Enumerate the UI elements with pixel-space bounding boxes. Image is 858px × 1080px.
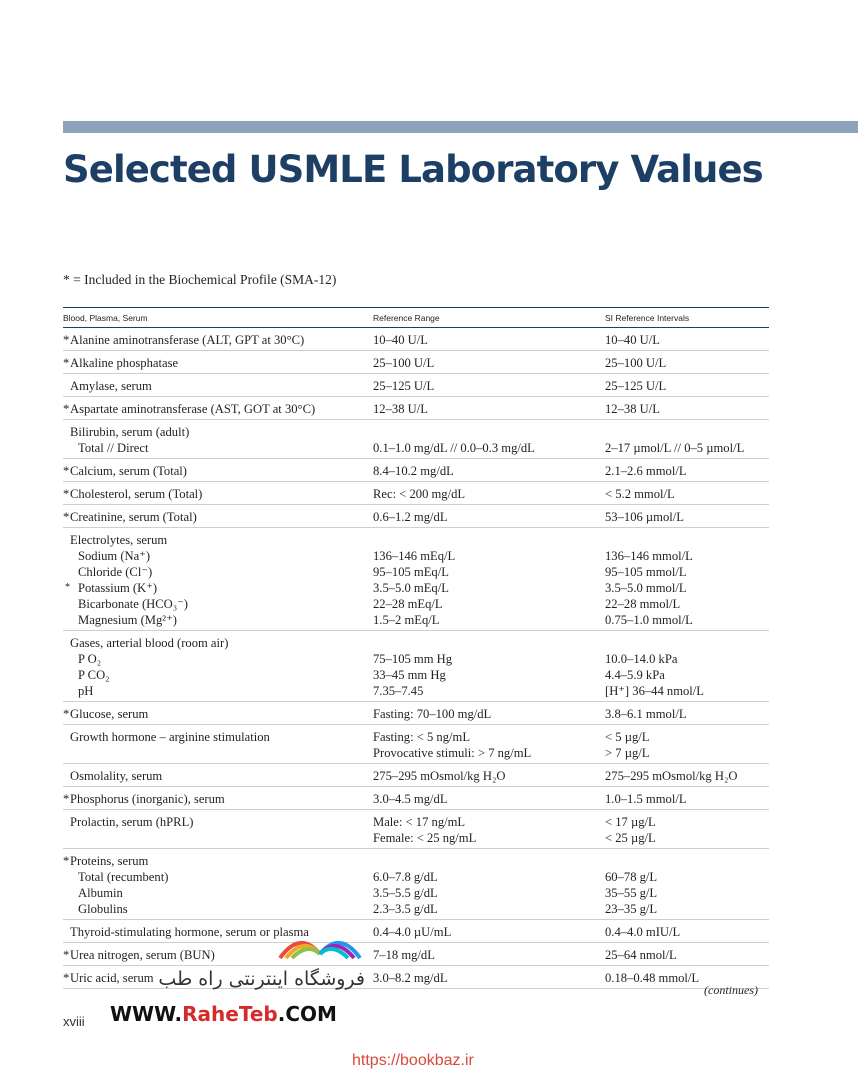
reference-value: 3.0–8.2 mg/dL [373,971,448,985]
reference-range-cell [373,532,603,628]
test-name-cell [63,378,368,394]
si-value: 275–295 mOsmol/kg H₂O [605,769,738,783]
table-row [63,420,769,459]
test-name: Creatinine, serum (Total) [70,510,197,524]
test-name-cell [63,424,368,456]
test-name: Thyroid-stimulating hormone, serum or plasma [70,925,309,939]
test-name-cell [63,768,368,784]
table-row [63,328,769,351]
si-value: > 7 µg/L [605,746,650,760]
si-value: 3.5–5.0 mmol/L [605,581,687,595]
si-interval-cell [605,635,769,699]
test-subname: P CO₂ [78,668,110,682]
test-name: Cholesterol, serum (Total) [70,487,203,501]
reference-range-cell [373,509,603,525]
reference-range-cell [373,729,603,761]
test-name-cell [63,532,368,628]
test-name: Phosphorus (inorganic), serum [70,792,225,806]
sma12-marker: * [63,854,70,868]
reference-value: 8.4–10.2 mg/dL [373,464,454,478]
si-value: 3.8–6.1 mmol/L [605,707,687,721]
reference-range-cell [373,768,603,784]
si-interval-cell [605,424,769,456]
si-value: 136–146 mmol/L [605,549,693,563]
reference-value [373,424,603,440]
table-row [63,528,769,631]
si-value: 0.18–0.48 mmol/L [605,971,700,985]
table-row [63,397,769,420]
si-value: 12–38 U/L [605,402,660,416]
watermark-persian: فروشگاه اینترنتی راه طب [158,968,365,990]
reference-value: 7.35–7.45 [373,684,424,698]
table-row [63,482,769,505]
reference-value: 136–146 mEq/L [373,549,456,563]
test-subname: Sodium (Na⁺) [78,549,151,563]
test-name: Amylase, serum [70,379,152,393]
si-interval-cell [605,729,769,761]
test-name-cell [63,853,368,917]
test-name-cell [63,401,368,417]
si-value: < 17 µg/L [605,815,656,829]
si-interval-cell [605,814,769,846]
reference-range-cell [373,970,603,986]
table-row [63,849,769,920]
reference-value: 3.5–5.5 g/dL [373,886,438,900]
reference-value: 12–38 U/L [373,402,428,416]
test-subname: Magnesium (Mg²⁺) [78,613,177,627]
test-subname: Chloride (Cl⁻) [78,565,153,579]
si-value: 35–55 g/L [605,886,658,900]
sma12-marker: * [63,707,70,721]
sma12-marker: * [63,356,70,370]
sma12-marker: * [63,971,70,985]
sma12-marker: * [65,582,70,593]
reference-value: 2.3–3.5 g/dL [373,902,438,916]
reference-value: 95–105 mEq/L [373,565,449,579]
table-row [63,702,769,725]
reference-value: 10–40 U/L [373,333,428,347]
si-interval-cell [605,463,769,479]
si-value: 22–28 mmol/L [605,597,681,611]
test-name: Calcium, serum (Total) [70,464,187,478]
reference-value: 0.1–1.0 mg/dL // 0.0–0.3 mg/dL [373,441,535,455]
test-name: Growth hormone – arginine stimulation [70,730,270,744]
si-value: 23–35 g/L [605,902,658,916]
test-name-cell [63,791,368,807]
si-value [605,853,769,869]
reference-value: 3.5–5.0 mEq/L [373,581,449,595]
sma12-note: * = Included in the Biochemical Profile (SMA-12) [63,272,337,287]
table-row [63,631,769,702]
table-body [63,328,769,989]
table-row [63,351,769,374]
continues-note: (continues) [704,983,758,997]
reference-range-cell [373,706,603,722]
table-row [63,505,769,528]
test-name-cell [63,486,368,502]
reference-value: 1.5–2 mEq/L [373,613,440,627]
reference-range-cell [373,463,603,479]
table-row [63,810,769,849]
header-blood-plasma-serum: Blood, Plasma, Serum [63,313,148,323]
reference-range-cell [373,947,603,963]
reference-range-cell [373,486,603,502]
watermark-site-prefix: WWW. [110,1002,183,1026]
watermark-url: https://bookbaz.ir [352,1052,474,1069]
si-value: < 5 µg/L [605,730,650,744]
reference-value: 0.6–1.2 mg/dL [373,510,448,524]
si-value: 95–105 mmol/L [605,565,687,579]
reference-range-cell [373,853,603,917]
si-value: 10–40 U/L [605,333,660,347]
reference-range-cell [373,924,603,940]
si-value: 25–64 nmol/L [605,948,677,962]
si-value: 53–106 µmol/L [605,510,684,524]
test-name: Gases, arterial blood (room air) [70,636,229,650]
test-subname: P O₂ [78,652,102,666]
watermark-site-suffix: .COM [277,1002,337,1026]
test-subname: Globulins [78,902,128,916]
si-value: 60–78 g/L [605,870,658,884]
test-subname: Bicarbonate (HCO₃⁻) [78,597,189,611]
table-row [63,920,769,943]
reference-value [373,532,603,548]
reference-range-cell [373,635,603,699]
sma12-marker: * [63,487,70,501]
si-value: 25–125 U/L [605,379,667,393]
reference-value: Fasting: < 5 ng/mL [373,730,471,744]
si-value: [H⁺] 36–44 nmol/L [605,684,704,698]
si-interval-cell [605,378,769,394]
test-name: Osmolality, serum [70,769,163,783]
test-name: Bilirubin, serum (adult) [70,425,190,439]
reference-value: Male: < 17 ng/mL [373,815,466,829]
reference-value: Provocative stimuli: > 7 ng/mL [373,746,532,760]
reference-value: 25–125 U/L [373,379,435,393]
sma12-marker: * [63,792,70,806]
reference-range-cell [373,332,603,348]
test-name: Electrolytes, serum [70,533,168,547]
si-value [605,532,769,548]
watermark-site [110,1002,337,1026]
si-interval-cell [605,509,769,525]
test-name-cell [63,729,368,761]
si-value: 2–17 µmol/L // 0–5 µmol/L [605,441,745,455]
sma12-marker: * [63,510,70,524]
reference-value: Rec: < 200 mg/dL [373,487,466,501]
reference-range-cell [373,378,603,394]
reference-value: 33–45 mm Hg [373,668,446,682]
table-row [63,943,769,966]
table-row [63,764,769,787]
test-name: Alkaline phosphatase [70,356,179,370]
reference-value: 25–100 U/L [373,356,435,370]
header-si-reference: SI Reference Intervals [605,313,690,323]
si-interval-cell [605,947,769,963]
table-header [63,307,769,328]
test-name-cell [63,814,368,846]
si-interval-cell [605,853,769,917]
table-row [63,374,769,397]
page-number: xviii [63,1014,85,1029]
test-name-cell [63,332,368,348]
test-name: Uric acid, serum [70,971,154,985]
page-title: Selected USMLE Laboratory Values [63,148,763,191]
reference-value: 0.4–4.0 µU/mL [373,925,452,939]
header-rule [63,121,858,133]
test-name: Alanine aminotransferase (ALT, GPT at 30°C) [70,333,305,347]
si-value: 10.0–14.0 kPa [605,652,678,666]
test-name: Proteins, serum [70,854,149,868]
lab-values-table [63,307,769,989]
watermark-site-name: RaheTeb [182,1002,278,1026]
test-name: Aspartate aminotransferase (AST, GOT at 30°C) [70,402,316,416]
reference-range-cell [373,355,603,371]
test-subname: Potassium (K⁺) [78,581,158,595]
reference-range-cell [373,424,603,456]
table-row [63,725,769,764]
si-value: 1.0–1.5 mmol/L [605,792,687,806]
reference-range-cell [373,814,603,846]
test-name: Glucose, serum [70,707,149,721]
test-subname: Total // Direct [78,441,149,455]
reference-value: 7–18 mg/dL [373,948,435,962]
test-name-cell [63,355,368,371]
sma12-marker: * [63,948,70,962]
sma12-marker: * [63,464,70,478]
test-name-cell [63,635,368,699]
si-value: < 25 µg/L [605,831,656,845]
test-subname: Total (recumbent) [78,870,169,884]
si-interval-cell [605,791,769,807]
test-subname: pH [78,684,94,698]
si-value [605,424,769,440]
test-name-cell [63,706,368,722]
reference-value: 3.0–4.5 mg/dL [373,792,448,806]
reference-value: 6.0–7.8 g/dL [373,870,438,884]
si-value: 25–100 U/L [605,356,667,370]
header-reference-range: Reference Range [373,313,440,323]
reference-value: Female: < 25 ng/mL [373,831,477,845]
reference-value: Fasting: 70–100 mg/dL [373,707,492,721]
reference-range-cell [373,791,603,807]
reference-value: 275–295 mOsmol/kg H₂O [373,769,506,783]
si-interval-cell [605,706,769,722]
sma12-marker: * [63,333,70,347]
test-subname: Albumin [78,886,123,900]
si-value [605,635,769,651]
si-value: 2.1–2.6 mmol/L [605,464,687,478]
reference-value: 22–28 mEq/L [373,597,443,611]
sma12-marker: * [63,402,70,416]
reference-value [373,635,603,651]
si-interval-cell [605,332,769,348]
si-value: 0.75–1.0 mmol/L [605,613,693,627]
table-row [63,459,769,482]
si-value: 0.4–4.0 mIU/L [605,925,681,939]
si-interval-cell [605,401,769,417]
si-interval-cell [605,768,769,784]
si-value: < 5.2 mmol/L [605,487,675,501]
reference-value [373,853,603,869]
table-row [63,787,769,810]
si-interval-cell [605,486,769,502]
bookstore-logo-icon [274,924,366,964]
test-name-cell [63,509,368,525]
test-name: Prolactin, serum (hPRL) [70,815,194,829]
si-interval-cell [605,532,769,628]
si-value: 4.4–5.9 kPa [605,668,665,682]
test-name-cell [63,463,368,479]
test-name: Urea nitrogen, serum (BUN) [70,948,215,962]
reference-range-cell [373,401,603,417]
reference-value: 75–105 mm Hg [373,652,453,666]
si-interval-cell [605,924,769,940]
si-interval-cell [605,355,769,371]
